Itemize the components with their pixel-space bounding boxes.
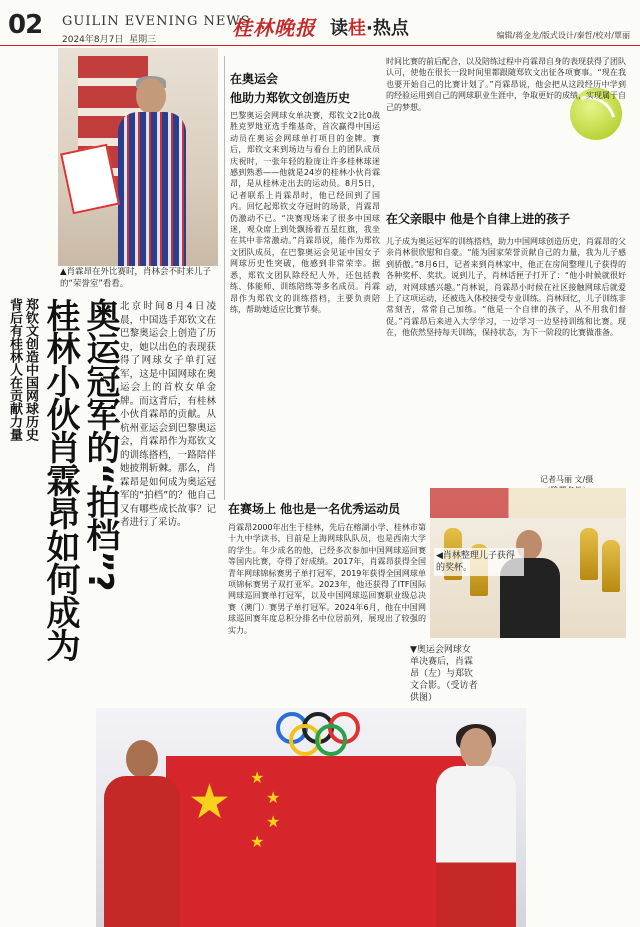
star-icon: ★ (188, 774, 232, 830)
section1-title-b: 他助力郑钦文创造历史 (230, 91, 351, 105)
photo2-caption-text: 肖林整理儿子获得的奖杯。 (436, 551, 515, 573)
section-name-b: 桂 (348, 18, 366, 39)
athlete-zheng-qinwen (436, 728, 516, 927)
article-summary: 北京时间8月4日凌晨，中国选手郑钦文在巴黎奥运会上创造了历史，她以出色的表现获得了网球女子单打冠军，这是中国网球在奥运会上的首枚女单金牌。而这背后，有桂林小伙肖霖昂的贡献。从杭州亚运会到巴黎奥运会，肖霖昂作为郑钦文的训练搭档，一路陪伴她披荆斩棘。那么，肖霖昂是如何成为奥运冠军的“拍档”的？他自己又有哪些成长故事？记者进行了采访。 (120, 301, 216, 528)
photo1-caption (60, 266, 220, 290)
trophy-icon (580, 528, 598, 580)
subheadline-line2: 背后有桂林人在贡献力量 (7, 298, 22, 441)
photo3-caption (410, 644, 478, 704)
chinese-flag (166, 756, 466, 927)
section1-title-a: 在奥运会 (230, 72, 279, 86)
photo3-caption-text: 奥运会网球女单决赛后，肖霖昂（左）与郑钦文合影。（受访者供图） (410, 645, 478, 703)
subheadline-line1: 郑钦文创造中国网球历史 (23, 298, 38, 441)
section3-title: 在父亲眼中 他是个自律上进的孩子 (386, 212, 571, 226)
photo1-caption-text: 肖霖昂在外比赛时，肖林会不时来儿子的“荣誉室”看看。 (60, 267, 212, 289)
byline-line1: 记者马丽 文/摄 (540, 475, 594, 484)
father-figure (118, 78, 188, 266)
paper-logo: 桂林晚报 (232, 16, 316, 40)
olympic-rings-icon (276, 712, 416, 752)
section2-body: 时间比赛的前后配合，以及陪练过程中肖霖昂自身的表现获得了团队认可，使他在很长一段时间里都跟随郑钦文出征各项赛事。“现在我也要开始自己的比赛计划了。”肖霖昂说，他会把从这段经历中学到的经验运用到自己的网球职业生涯中，争取更好的成绩，实现属于自己的梦想。 (386, 57, 626, 112)
photo-father-honor-room (58, 48, 218, 266)
editor-credits: 编辑/蒋金龙/版式设计/秦哲/校对/覃丽 (496, 31, 630, 40)
section4-title: 在赛场上 他也是一名优秀运动员 (228, 502, 401, 516)
paper-name-english: GUILIN EVENING NEWS (62, 14, 251, 29)
caption-arrow-icon: ◀ (436, 551, 443, 561)
section1-body: 巴黎奥运会网球女单决赛，郑钦文2比0战胜克罗地亚选手维基奇，首次赢得中国运动员在奥运会网球单打项目的金牌。赛后，郑钦文来到场边与看台上的团队成员庆祝时，一张年轻的脸庞让许多桂林球迷感到熟悉——他就是24岁的桂林小伙肖霖昂，是从桂林走出去的运动员。8月5日，记者联系上肖霖昂时，他已经回到了国内。回忆起郑钦文夺冠时的场景，肖霖昂仍激动不已。“决赛现场来了很多中国球迷，观众席上到处飘扬着五星红旗，我坐在其中非常激动。”肖霖昂说，能作为郑钦文团队成员，在巴黎奥运会见证中国女子网球历史性突破，他感到非常荣幸。据悉，郑钦文团队除经纪人外，还包括教练、体能师、训练陪练等多名成员。肖霖昂作为郑钦文的训练搭档，主要负责陪练，帮助她适应比赛节奏。 (230, 111, 380, 314)
section-name (330, 14, 409, 40)
father-figure (500, 530, 560, 638)
date-text: 2024年8月7日 (62, 35, 124, 45)
star-icon: ★ (266, 812, 281, 831)
star-icon: ★ (250, 832, 265, 851)
section-name-a: 读 (330, 18, 348, 39)
issue-date (62, 32, 156, 45)
star-icon: ★ (266, 788, 281, 807)
star-icon: ★ (250, 768, 265, 787)
section-name-c: ·热点 (366, 18, 409, 39)
section4-body: 肖霖昂2000年出生于桂林，先后在榕湖小学、桂林市第十九中学读书，目前是上海网球队队员，也是西南大学的学生。年少成名的他，已经多次参加中国网球巡回赛等国内比赛，夺得了好成绩。2017年，肖霖昂获得全国青年网球锦标赛男子单打冠军，2019年获得全国网球单项锦标赛男子双打亚军。2023年，他还获得了ITF国际网球巡回赛单打冠军，以及中国网球巡回赛职业级总决赛（澳门）赛男子单打冠军。2024年6月，他在中国网球巡回赛年度总积分排名中位居前列，展现出了较强的实力。 (228, 523, 426, 635)
caption-arrow-icon: ▼ (410, 645, 417, 655)
athlete-xiao-linang (104, 740, 180, 927)
trophy-icon (602, 540, 620, 592)
photo2-caption (434, 548, 524, 576)
column-divider (224, 56, 225, 500)
photo-olympic-flag (96, 708, 526, 927)
caption-arrow-icon: ▲ (60, 267, 67, 277)
weekday-text: 星期三 (129, 35, 157, 45)
section3-body: 儿子成为奥运冠军的训练搭档，助力中国网球创造历史，肖霖昂的父亲肖林很欣慰和自豪。“能为国家荣誉贡献自己的力量，我为儿子感到骄傲。”8月6日，记者来到肖林家中，他正在房间整理儿子获得的各种奖杯、奖状。说到儿子，肖林话匣子打开了：“他小时候就很好动，对网球感兴趣。”肖林说，肖霖昂小时候在社区接触网球后就爱上了这项运动，还被选入体校接受专业训练。肖林回忆，儿子训练非常刻苦，常常自己加练。“他是一个自律的孩子，从不用我们督促。”肖霖昂后来进入大学学习，一边学习一边坚持训练和比赛。现在，他依然坚持每天训练，保持状态，为下一阶段的比赛做准备。 (386, 237, 626, 338)
headline-line1: 奥运冠军的“拍档”? (80, 298, 120, 591)
headline-line2: 桂林小伙肖霖昂如何成为 (40, 298, 80, 661)
page-number: 02 (8, 10, 43, 40)
